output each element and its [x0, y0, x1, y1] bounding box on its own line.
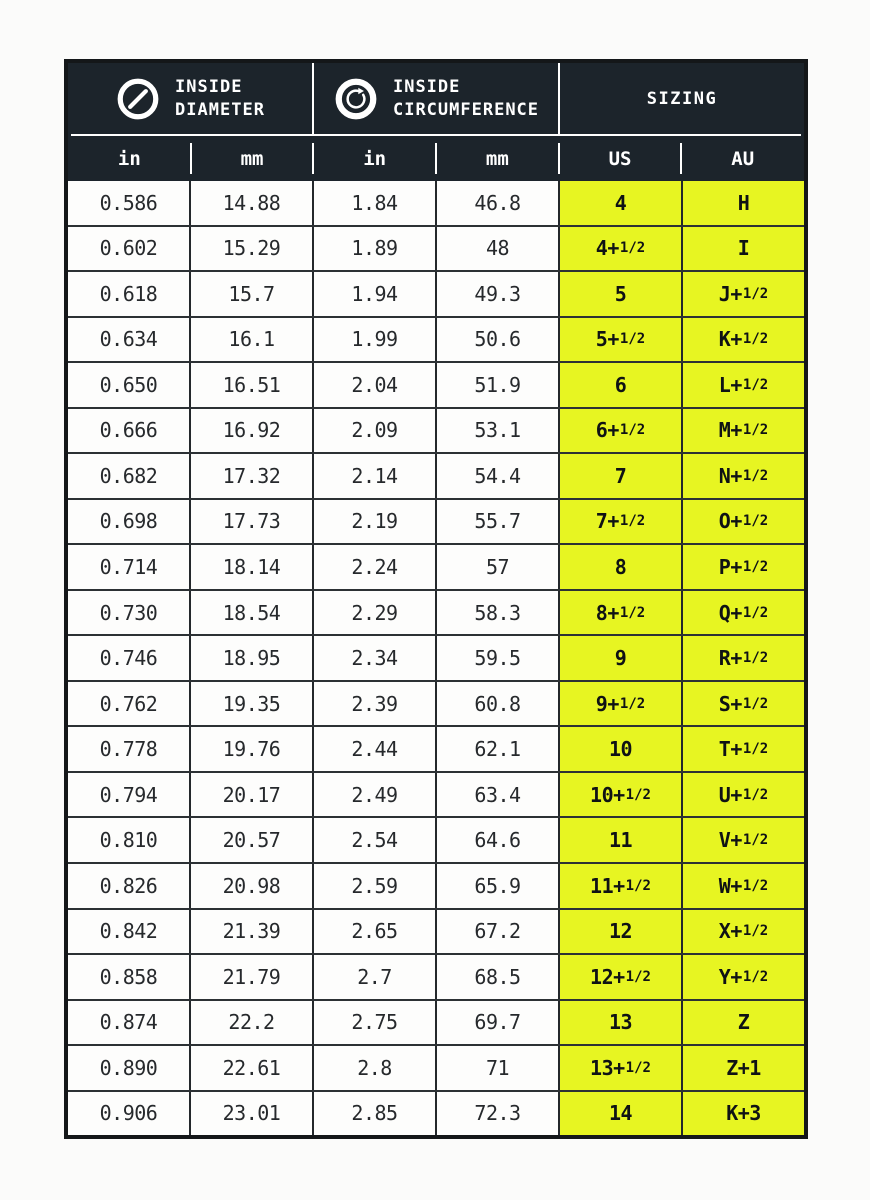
us-size-cell — [558, 773, 681, 817]
size-main: O+ — [718, 509, 742, 534]
diameter-mm-cell: 18.95 — [189, 636, 312, 680]
table-row — [68, 999, 804, 1045]
au-size-cell — [681, 818, 804, 862]
circumference-in-cell: 2.49 — [312, 773, 435, 817]
circumference-in-cell: 2.8 — [312, 1046, 435, 1090]
size-fraction: 1/2 — [742, 513, 769, 530]
diameter-mm-cell: 20.57 — [189, 818, 312, 862]
header-group-sizing — [558, 63, 804, 134]
size-fraction: 1/2 — [619, 695, 646, 712]
au-size-cell: Z+1 — [681, 1046, 804, 1090]
us-size-cell — [558, 500, 681, 544]
header-line: INSIDE — [175, 77, 243, 98]
column-header-in-2: in — [313, 136, 436, 181]
table-row — [68, 771, 804, 817]
column-header-mm-3: mm — [436, 136, 559, 181]
au-size-cell — [681, 272, 804, 316]
circumference-mm-cell: 65.9 — [435, 864, 558, 908]
au-size-cell — [681, 318, 804, 362]
au-size-cell — [681, 454, 804, 498]
table-row — [68, 225, 804, 271]
table-header — [68, 63, 804, 181]
circumference-in-cell: 1.94 — [312, 272, 435, 316]
au-size-cell: H — [681, 181, 804, 225]
diameter-in-cell: 0.762 — [68, 682, 189, 726]
size-main: P+ — [718, 555, 742, 580]
au-size-cell — [681, 910, 804, 954]
diameter-mm-cell: 18.54 — [189, 591, 312, 635]
diameter-in-cell: 0.650 — [68, 363, 189, 407]
diameter-in-cell: 0.890 — [68, 1046, 189, 1090]
header-label-sizing: SIZING — [646, 88, 718, 109]
diameter-in-cell: 0.682 — [68, 454, 189, 498]
table-row — [68, 543, 804, 589]
diameter-mm-cell: 15.7 — [189, 272, 312, 316]
au-size-cell — [681, 773, 804, 817]
table-row — [68, 407, 804, 453]
circumference-mm-cell: 46.8 — [435, 181, 558, 225]
diameter-mm-cell: 16.92 — [189, 409, 312, 453]
diameter-mm-cell: 17.73 — [189, 500, 312, 544]
size-fraction: 1/2 — [742, 559, 769, 576]
diameter-mm-cell: 15.29 — [189, 227, 312, 271]
us-size-cell: 8 — [558, 545, 681, 589]
diameter-in-cell: 0.746 — [68, 636, 189, 680]
size-main: 12+ — [590, 964, 625, 989]
circumference-mm-cell: 64.6 — [435, 818, 558, 862]
size-fraction: 1/2 — [742, 923, 769, 940]
diameter-in-cell: 0.842 — [68, 910, 189, 954]
us-size-cell: 9 — [558, 636, 681, 680]
au-size-cell — [681, 682, 804, 726]
diameter-mm-cell: 18.14 — [189, 545, 312, 589]
size-main: Y+ — [718, 964, 742, 989]
size-main: Q+ — [718, 600, 742, 625]
us-size-cell: 12 — [558, 910, 681, 954]
au-size-cell — [681, 955, 804, 999]
size-fraction: 1/2 — [742, 422, 769, 439]
us-size-cell — [558, 1046, 681, 1090]
size-fraction: 1/2 — [619, 604, 646, 621]
circumference-mm-cell: 50.6 — [435, 318, 558, 362]
diameter-mm-cell: 20.17 — [189, 773, 312, 817]
table-row — [68, 589, 804, 635]
table-row — [68, 862, 804, 908]
size-main: 6+ — [595, 418, 619, 443]
table-row — [68, 908, 804, 954]
au-size-cell — [681, 363, 804, 407]
circumference-mm-cell: 57 — [435, 545, 558, 589]
table-row — [68, 816, 804, 862]
circumference-in-cell: 2.75 — [312, 1001, 435, 1045]
header-line: INSIDE — [392, 77, 461, 98]
us-size-cell: 4 — [558, 181, 681, 225]
circumference-in-cell: 2.04 — [312, 363, 435, 407]
size-fraction: 1/2 — [619, 513, 646, 530]
diameter-icon — [115, 76, 161, 122]
table-row — [68, 1090, 804, 1136]
diameter-in-cell: 0.714 — [68, 545, 189, 589]
table-row — [68, 953, 804, 999]
table-row — [68, 316, 804, 362]
circumference-in-cell: 1.89 — [312, 227, 435, 271]
diameter-in-cell: 0.730 — [68, 591, 189, 635]
table-body — [68, 181, 804, 1135]
circumference-mm-cell: 55.7 — [435, 500, 558, 544]
size-main: X+ — [718, 919, 742, 944]
au-size-cell — [681, 545, 804, 589]
size-fraction: 1/2 — [742, 650, 769, 667]
au-size-cell — [681, 591, 804, 635]
circumference-in-cell: 2.29 — [312, 591, 435, 635]
us-size-cell: 13 — [558, 1001, 681, 1045]
diameter-in-cell: 0.858 — [68, 955, 189, 999]
size-fraction: 1/2 — [742, 877, 769, 894]
au-size-cell — [681, 636, 804, 680]
circumference-in-cell: 2.14 — [312, 454, 435, 498]
circumference-in-cell: 2.44 — [312, 727, 435, 771]
au-size-cell: I — [681, 227, 804, 271]
diameter-in-cell: 0.618 — [68, 272, 189, 316]
header-line: DIAMETER — [175, 99, 265, 120]
us-size-cell — [558, 409, 681, 453]
size-fraction: 1/2 — [742, 786, 769, 803]
size-main: 10+ — [590, 782, 625, 807]
diameter-in-cell: 0.874 — [68, 1001, 189, 1045]
header-line: CIRCUMFERENCE — [392, 99, 540, 120]
size-main: W+ — [718, 873, 742, 898]
table-row — [68, 361, 804, 407]
diameter-in-cell: 0.810 — [68, 818, 189, 862]
size-fraction: 1/2 — [742, 968, 769, 985]
diameter-in-cell: 0.666 — [68, 409, 189, 453]
circumference-mm-cell: 58.3 — [435, 591, 558, 635]
circumference-icon — [333, 76, 379, 122]
size-main: M+ — [718, 418, 742, 443]
circumference-mm-cell: 59.5 — [435, 636, 558, 680]
size-fraction: 1/2 — [625, 1059, 651, 1076]
circumference-mm-cell: 68.5 — [435, 955, 558, 999]
au-size-cell — [681, 727, 804, 771]
header-group-inside-circumference — [312, 63, 558, 134]
diameter-mm-cell: 20.98 — [189, 864, 312, 908]
column-header-row — [68, 136, 804, 181]
au-size-cell: Z — [681, 1001, 804, 1045]
circumference-in-cell: 2.09 — [312, 409, 435, 453]
diameter-in-cell: 0.634 — [68, 318, 189, 362]
table-row — [68, 498, 804, 544]
table-row — [68, 452, 804, 498]
size-main: N+ — [718, 463, 742, 488]
circumference-mm-cell: 54.4 — [435, 454, 558, 498]
header-title-row — [68, 63, 804, 134]
size-fraction: 1/2 — [742, 285, 769, 302]
diameter-in-cell: 0.586 — [68, 181, 189, 225]
size-fraction: 1/2 — [619, 422, 646, 439]
size-main: V+ — [718, 828, 742, 853]
circumference-mm-cell: 67.2 — [435, 910, 558, 954]
size-fraction: 1/2 — [742, 467, 769, 484]
diameter-mm-cell: 16.51 — [189, 363, 312, 407]
au-size-cell: K+3 — [681, 1092, 804, 1136]
diameter-mm-cell: 19.76 — [189, 727, 312, 771]
size-main: T+ — [718, 737, 742, 762]
circumference-mm-cell: 48 — [435, 227, 558, 271]
us-size-cell — [558, 682, 681, 726]
circumference-mm-cell: 60.8 — [435, 682, 558, 726]
size-main: L+ — [718, 372, 742, 397]
column-header-mm-1: mm — [191, 136, 314, 181]
circumference-in-cell: 2.85 — [312, 1092, 435, 1136]
us-size-cell — [558, 227, 681, 271]
table-row — [68, 680, 804, 726]
us-size-cell — [558, 318, 681, 362]
circumference-in-cell: 2.39 — [312, 682, 435, 726]
size-main: 4+ — [595, 236, 619, 261]
diameter-in-cell: 0.602 — [68, 227, 189, 271]
us-size-cell: 11 — [558, 818, 681, 862]
table-row — [68, 270, 804, 316]
size-fraction: 1/2 — [742, 832, 769, 849]
us-size-cell — [558, 591, 681, 635]
diameter-in-cell: 0.778 — [68, 727, 189, 771]
size-main: 13+ — [590, 1055, 625, 1080]
size-main: U+ — [718, 782, 742, 807]
size-fraction: 1/2 — [625, 877, 651, 894]
circumference-mm-cell: 51.9 — [435, 363, 558, 407]
size-fraction: 1/2 — [742, 331, 769, 348]
circumference-in-cell: 2.59 — [312, 864, 435, 908]
header-label-inside-diameter — [175, 76, 265, 121]
circumference-mm-cell: 71 — [435, 1046, 558, 1090]
us-size-cell — [558, 864, 681, 908]
table-row — [68, 634, 804, 680]
us-size-cell — [558, 955, 681, 999]
diameter-in-cell: 0.794 — [68, 773, 189, 817]
size-fraction: 1/2 — [742, 376, 769, 393]
size-fraction: 1/2 — [625, 786, 651, 803]
diameter-mm-cell: 21.79 — [189, 955, 312, 999]
circumference-in-cell: 2.7 — [312, 955, 435, 999]
table-row — [68, 1044, 804, 1090]
us-size-cell: 14 — [558, 1092, 681, 1136]
diameter-mm-cell: 19.35 — [189, 682, 312, 726]
circumference-in-cell: 2.34 — [312, 636, 435, 680]
au-size-cell — [681, 409, 804, 453]
diameter-mm-cell: 14.88 — [189, 181, 312, 225]
us-size-cell: 5 — [558, 272, 681, 316]
diameter-mm-cell: 21.39 — [189, 910, 312, 954]
diameter-in-cell: 0.698 — [68, 500, 189, 544]
size-fraction: 1/2 — [619, 240, 646, 257]
us-size-cell: 6 — [558, 363, 681, 407]
column-header-us-4: US — [559, 136, 682, 181]
size-main: 11+ — [590, 873, 625, 898]
circumference-mm-cell: 62.1 — [435, 727, 558, 771]
us-size-cell: 7 — [558, 454, 681, 498]
diameter-mm-cell: 17.32 — [189, 454, 312, 498]
circumference-mm-cell: 69.7 — [435, 1001, 558, 1045]
diameter-mm-cell: 22.61 — [189, 1046, 312, 1090]
table-row — [68, 181, 804, 225]
diameter-mm-cell: 16.1 — [189, 318, 312, 362]
header-label-inside-circumference — [393, 76, 539, 121]
table-row — [68, 725, 804, 771]
circumference-mm-cell: 63.4 — [435, 773, 558, 817]
diameter-mm-cell: 23.01 — [189, 1092, 312, 1136]
circumference-mm-cell: 49.3 — [435, 272, 558, 316]
circumference-in-cell: 2.24 — [312, 545, 435, 589]
circumference-in-cell: 1.84 — [312, 181, 435, 225]
size-main: J+ — [718, 281, 742, 306]
circumference-in-cell: 2.65 — [312, 910, 435, 954]
column-header-au-5: AU — [681, 136, 804, 181]
size-fraction: 1/2 — [619, 331, 646, 348]
size-fraction: 1/2 — [742, 741, 769, 758]
diameter-in-cell: 0.906 — [68, 1092, 189, 1136]
circumference-mm-cell: 72.3 — [435, 1092, 558, 1136]
us-size-cell: 10 — [558, 727, 681, 771]
size-fraction: 1/2 — [625, 968, 651, 985]
diameter-mm-cell: 22.2 — [189, 1001, 312, 1045]
size-main: 5+ — [595, 327, 619, 352]
size-fraction: 1/2 — [742, 695, 769, 712]
size-fraction: 1/2 — [742, 604, 769, 621]
au-size-cell — [681, 500, 804, 544]
size-main: K+ — [718, 327, 742, 352]
column-header-in-0: in — [117, 147, 141, 170]
size-main: 9+ — [595, 691, 619, 716]
diameter-in-cell: 0.826 — [68, 864, 189, 908]
size-main: R+ — [718, 646, 742, 671]
circumference-in-cell: 1.99 — [312, 318, 435, 362]
circumference-in-cell: 2.54 — [312, 818, 435, 862]
size-main: 8+ — [595, 600, 619, 625]
header-group-inside-diameter — [68, 63, 312, 134]
au-size-cell — [681, 864, 804, 908]
circumference-in-cell: 2.19 — [312, 500, 435, 544]
circumference-mm-cell: 53.1 — [435, 409, 558, 453]
ring-size-conversion-table — [64, 59, 808, 1139]
size-main: S+ — [718, 691, 742, 716]
size-main: 7+ — [595, 509, 619, 534]
